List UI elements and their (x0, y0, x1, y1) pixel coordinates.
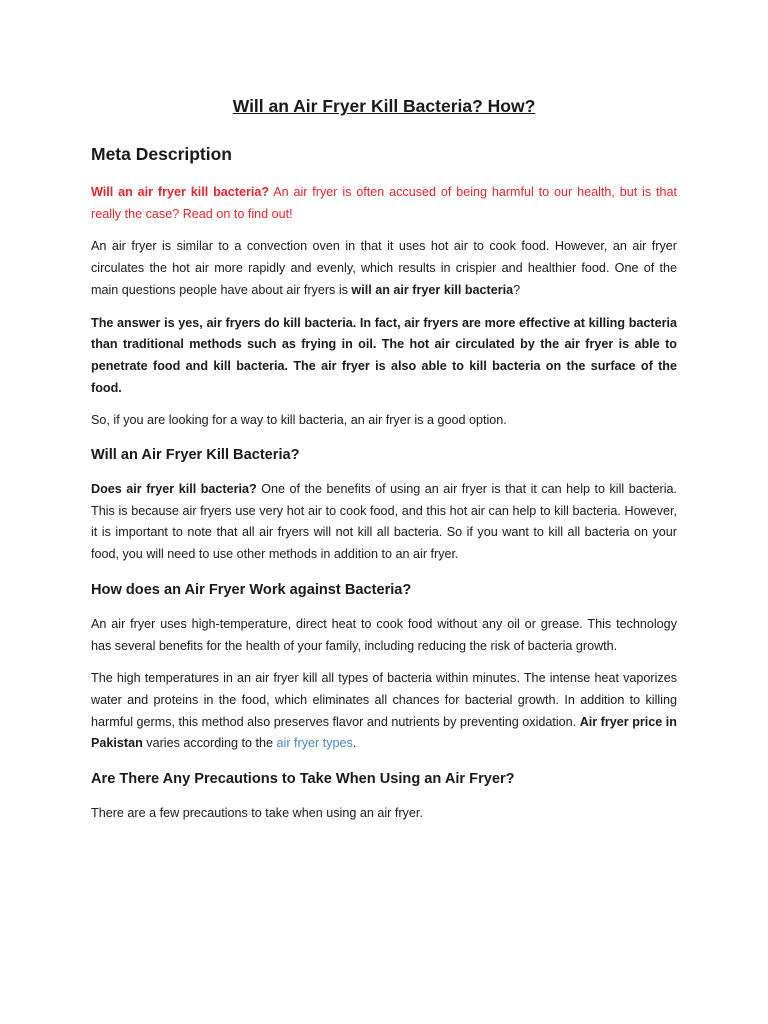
section2-bold: Air fryer price in Pakistan (91, 714, 677, 751)
section2-text: The high temperatures in an air fryer kill all types of bacteria within minutes. The intense heat vaporizes water and proteins in the food, which eliminates all chances for bacterial growth. In addition to killing harmful germs, this method also preserves flavor and nutrients by preventing oxidation. (91, 671, 677, 729)
intro-end: ? (513, 282, 521, 297)
section3-paragraph: There are a few precautions to take when using an air fryer. (91, 806, 423, 821)
intro-paragraph (91, 236, 677, 301)
meta-description-paragraph (91, 182, 677, 225)
section1-paragraph (91, 479, 677, 566)
conclusion-paragraph: So, if you are looking for a way to kill bacteria, an air fryer is a good option. (91, 413, 507, 428)
meta-description-text: An air fryer is often accused of being harmful to our health, but is that really the case? Read on to find out! (91, 185, 677, 221)
meta-description-heading: Meta Description (91, 144, 232, 164)
intro-text: An air fryer is similar to a convection oven in that it uses hot air to cook food. However, an air fryer circulates the hot air more rapidly and evenly, which results in crispier and healthier food. One of the main questions people have about air fryers is (91, 239, 677, 297)
document-title: Will an Air Fryer Kill Bacteria? How? (232, 96, 536, 116)
section-heading-how-it-works: How does an Air Fryer Work against Bacteria? (91, 581, 412, 598)
meta-description-bold: Will an air fryer kill bacteria? (91, 185, 270, 199)
intro-bold: will an air fryer kill bacteria (351, 282, 514, 297)
answer-paragraph: The answer is yes, air fryers do kill bacteria. In fact, air fryers are more effective at killing bacteria than traditional methods such as frying in oil. The hot air circulated by the air fryer is able to penetrate food and kill bacteria. The air fryer is also able to kill bacteria on the surface of the food. (91, 315, 677, 395)
section1-bold: Does air fryer kill bacteria? (91, 482, 257, 497)
air-fryer-types-link[interactable]: air fryer types (276, 736, 353, 751)
section2-paragraph-1: An air fryer uses high-temperature, direct heat to cook food without any oil or grease. This technology has several benefits for the health of your family, including reducing the risk of bacteria growth. (91, 616, 677, 653)
section1-text: One of the benefits of using an air fryer is that it can help to kill bacteria. This is because air fryers use very hot air to cook food, and this hot air can help to kill bacteria. However, it is important to note that all air fryers will not kill all bacteria. So if you want to kill all bacteria on your food, you will need to use other methods in addition to an air fryer. (91, 482, 677, 562)
section2-paragraph-2 (91, 668, 677, 755)
section2-end: . (352, 736, 357, 751)
section-heading-kill-bacteria: Will an Air Fryer Kill Bacteria? (91, 447, 300, 464)
section2-mid: varies according to the (142, 736, 277, 751)
section-heading-precautions: Are There Any Precautions to Take When Using an Air Fryer? (91, 771, 515, 788)
